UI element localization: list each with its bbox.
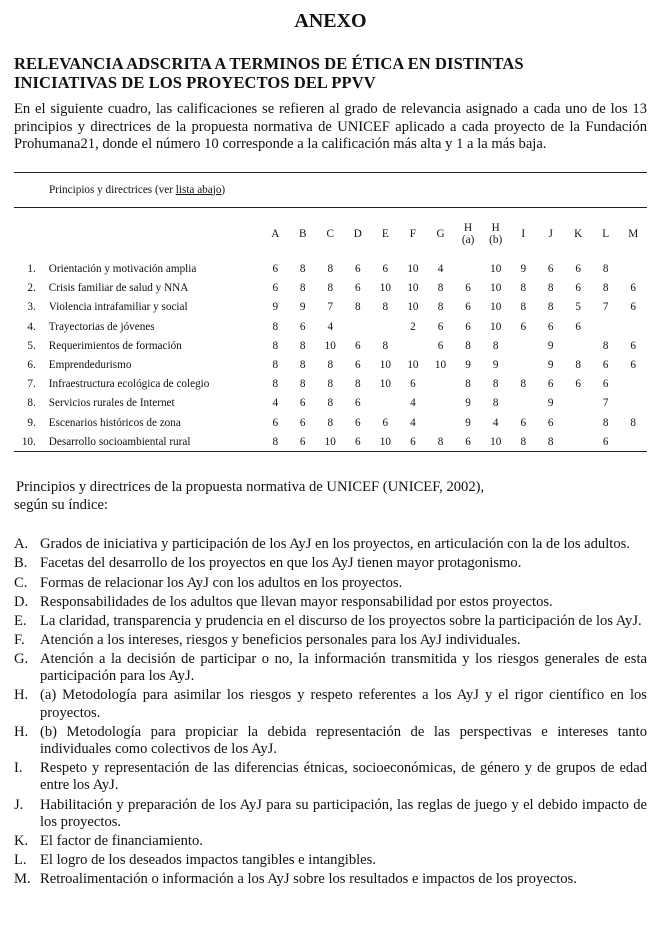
score-cell: 6 (355, 416, 361, 429)
project-name: Violencia intrafamiliar y social (48, 301, 188, 314)
score-cell: 10 (407, 263, 419, 276)
score-cell: 4 (272, 397, 279, 410)
score-cell: 7 (602, 301, 609, 314)
table-body (14, 260, 647, 452)
table-bottom-rule (14, 451, 647, 452)
principles-list (14, 536, 647, 888)
list-item (14, 687, 647, 722)
list-item-text: Retroalimentación o información a los AyJ sobre los resultados e impactos de los proyectos. (40, 871, 577, 888)
score-cell: 8 (327, 416, 334, 429)
score-cell: 10 (490, 435, 502, 448)
table-caption-suffix: ) (221, 183, 226, 196)
list-item-text: Atención a la decisión de participar o no, la información transmitida y los riesgos generales de esta participación para los AyJ. (40, 650, 647, 685)
column-header-letter: M (628, 227, 639, 240)
row-number: 10. (21, 435, 36, 448)
row-number: 1. (27, 263, 36, 276)
section-subtitle (14, 54, 647, 92)
table-caption (14, 173, 647, 207)
score-cell (427, 413, 455, 432)
column-header (372, 208, 400, 260)
list-item-letter: E. (14, 612, 27, 629)
score-cell: 8 (492, 397, 499, 410)
score-cell: 10 (490, 263, 502, 276)
score-cell: 6 (520, 416, 527, 429)
table-caption-prefix: Principios y directrices (ver (49, 183, 176, 196)
score-cell: 4 (437, 263, 444, 276)
score-cell: 8 (492, 378, 499, 391)
score-cell: 6 (630, 359, 636, 372)
column-header-letter: C (326, 227, 334, 240)
score-cell (564, 413, 592, 432)
project-name: Escenarios históricos de zona (48, 416, 181, 429)
score-cell: 9 (547, 397, 554, 410)
score-cell: 8 (355, 301, 361, 314)
column-header (482, 208, 510, 260)
column-header-letter: K (574, 227, 583, 240)
score-cell: 6 (520, 320, 527, 333)
list-item (14, 651, 647, 686)
column-header (510, 208, 537, 260)
score-cell: 8 (547, 301, 554, 314)
score-cell (592, 317, 619, 336)
score-cell: 8 (437, 301, 444, 314)
score-cell: 10 (407, 301, 419, 314)
score-cell: 8 (299, 359, 306, 372)
column-header-letter: J (548, 227, 553, 240)
score-cell: 10 (490, 301, 502, 314)
score-cell: 8 (382, 301, 389, 314)
column-header-letter: A (271, 227, 280, 240)
score-cell (564, 432, 592, 451)
score-cell: 8 (520, 435, 527, 448)
score-cell: 9 (547, 339, 554, 352)
list-item-text: Formas de relacionar los AyJ con los adultos en los proyectos. (40, 574, 403, 591)
score-cell: 6 (299, 435, 306, 448)
score-cell: 6 (382, 263, 389, 276)
score-cell: 6 (437, 320, 444, 333)
score-cell: 8 (437, 435, 444, 448)
list-item-text: Atención a los intereses, riesgos y beneficios personales para los AyJ individuales. (40, 631, 521, 648)
score-cell: 6 (602, 359, 609, 372)
score-cell (372, 317, 400, 336)
score-cell: 6 (299, 320, 306, 333)
list-item-letter: D. (14, 593, 29, 610)
score-cell: 7 (327, 301, 334, 314)
header-num-cell (14, 208, 36, 260)
score-cell: 8 (327, 397, 334, 410)
score-cell: 6 (465, 301, 471, 314)
project-name: Infraestructura ecológica de colegio (48, 378, 210, 391)
score-cell: 9 (299, 301, 306, 314)
score-cell: 6 (382, 416, 389, 429)
score-cell: 6 (602, 378, 609, 391)
score-cell: 2 (410, 320, 416, 333)
score-cell: 8 (437, 282, 444, 295)
column-header-letter: B (298, 227, 307, 240)
score-cell: 6 (547, 416, 554, 429)
score-cell (510, 394, 537, 413)
column-header-letter: F (409, 227, 417, 240)
score-cell: 6 (547, 320, 554, 333)
column-header (427, 208, 455, 260)
list-item-letter: K. (14, 832, 29, 849)
row-number: 6. (27, 359, 36, 372)
score-cell: 8 (299, 339, 306, 352)
score-cell: 6 (437, 339, 444, 352)
score-cell (564, 394, 592, 413)
list-item-text: Responsabilidades de los adultos que llevan mayor responsabilidad por estos proyectos. (40, 593, 553, 610)
header-name-cell (36, 208, 262, 260)
page-title: ANEXO (294, 10, 367, 32)
list-item-letter: C. (14, 574, 28, 591)
score-cell (427, 375, 455, 394)
score-cell: 6 (272, 282, 279, 295)
score-cell (619, 394, 647, 413)
table-row (14, 260, 647, 279)
score-cell: 8 (465, 378, 471, 391)
score-cell: 6 (602, 435, 609, 448)
column-header-letter: I (521, 227, 526, 240)
score-cell: 8 (382, 339, 389, 352)
score-cell: 9 (465, 397, 471, 410)
column-header (261, 208, 289, 260)
score-cell: 4 (410, 397, 416, 410)
score-cell: 8 (299, 263, 306, 276)
table-row (14, 336, 647, 355)
table-caption-link: lista abajo (175, 183, 222, 196)
table-row (14, 317, 647, 336)
column-header-sub: (b) (489, 233, 503, 246)
score-cell: 6 (630, 282, 636, 295)
score-cell: 6 (410, 378, 416, 391)
row-number: 8. (27, 397, 36, 410)
score-cell (619, 375, 647, 394)
score-cell: 10 (324, 435, 336, 448)
list-item-letter: H. (14, 723, 29, 740)
score-cell (372, 394, 400, 413)
column-header (454, 208, 482, 260)
project-name: Servicios rurales de Internet (48, 397, 175, 410)
score-cell: 6 (465, 435, 471, 448)
subtitle-line-2: INICIATIVAS DE LOS PROYECTOS DEL PPVV (14, 73, 376, 92)
column-header (316, 208, 344, 260)
row-number: 4. (27, 320, 36, 333)
score-cell: 10 (379, 282, 391, 295)
table-row (14, 413, 647, 432)
score-cell: 8 (327, 282, 334, 295)
intro-paragraph: En el siguiente cuadro, las calificaciones se refieren al grado de relevancia asignado a cada uno de los 13 principios y directrices de la propuesta normativa de UNICEF aplicado a cada proyecto de la Fundación Prohumana21, donde el número 10 corresponde a la calificación más alta y 1 a la más baja. (14, 101, 647, 152)
legend-title-line-1: Principios y directrices de la propuesta normativa de UNICEF (UNICEF, 2002), (16, 479, 485, 496)
table-row (14, 375, 647, 394)
list-item-letter: A. (14, 536, 29, 553)
list-item (14, 760, 647, 795)
score-cell (510, 355, 537, 374)
list-item-text: Grados de iniciativa y participación de los AyJ en los proyectos, en articulación con la de los adultos. (40, 536, 630, 553)
score-cell: 8 (465, 339, 471, 352)
column-header (399, 208, 427, 260)
score-cell: 9 (492, 359, 499, 372)
score-cell (399, 336, 427, 355)
score-cell: 8 (602, 263, 609, 276)
column-header (537, 208, 564, 260)
score-cell: 6 (299, 416, 306, 429)
score-cell: 8 (355, 378, 361, 391)
score-cell: 5 (575, 301, 581, 314)
table-header-row (14, 208, 647, 260)
score-cell: 6 (272, 416, 279, 429)
score-cell: 6 (630, 301, 636, 314)
score-cell: 8 (327, 378, 334, 391)
list-item (14, 797, 647, 832)
list-item-text: La claridad, transparencia y prudencia en el discurso de los proyectos sobre la participación de los AyJ. (40, 612, 642, 629)
score-cell: 7 (602, 397, 609, 410)
score-cell: 9 (465, 359, 471, 372)
column-header-letter: L (602, 227, 610, 240)
score-cell: 8 (547, 435, 554, 448)
list-item-text: (b) Metodología para propiciar la debida representación de las perspectivas e intereses tanto individuales como colectivos de los AyJ. (40, 723, 647, 758)
score-cell: 8 (272, 359, 279, 372)
score-cell (619, 432, 647, 451)
project-name: Orientación y motivación amplia (48, 263, 197, 276)
score-cell (427, 394, 455, 413)
score-cell: 8 (630, 416, 636, 429)
list-item-letter: J. (14, 796, 24, 813)
score-cell: 4 (410, 416, 416, 429)
score-cell: 10 (490, 282, 502, 295)
score-cell: 9 (272, 301, 279, 314)
score-cell: 8 (520, 282, 527, 295)
list-item-letter: L. (14, 851, 27, 868)
row-number: 3. (27, 301, 36, 314)
row-number: 9. (27, 416, 36, 429)
score-cell: 8 (492, 339, 499, 352)
score-cell (619, 260, 647, 279)
score-cell: 10 (379, 378, 391, 391)
list-item-letter: B. (14, 555, 28, 572)
list-item (14, 871, 647, 888)
column-header-sub: (a) (461, 233, 475, 246)
project-name: Trayectorias de jóvenes (48, 320, 155, 333)
table-row (14, 355, 647, 374)
score-cell: 10 (379, 435, 391, 448)
list-item-letter: I. (14, 760, 23, 777)
project-name: Desarrollo socioambiental rural (48, 435, 191, 448)
score-cell: 6 (355, 339, 361, 352)
score-cell: 8 (299, 282, 306, 295)
column-header-letter: E (381, 227, 389, 240)
list-item-letter: M. (14, 871, 31, 888)
score-cell: 6 (547, 263, 554, 276)
score-cell: 8 (547, 282, 554, 295)
project-name: Requerimientos de formación (48, 339, 182, 352)
score-cell: 6 (355, 435, 361, 448)
list-item-text: (a) Metodología para asimilar los riesgos y respeto referentes a los AyJ y el rigor científico en los proyectos. (40, 687, 647, 721)
list-item (14, 833, 647, 850)
legend-title-line-2: según su índice: (14, 497, 109, 514)
list-item (14, 613, 647, 630)
row-number: 7. (27, 378, 36, 391)
column-header-letter: H (464, 221, 473, 234)
list-item-text: Facetas del desarrollo de los proyectos en que los AyJ tienen mayor protagonismo. (40, 555, 522, 572)
list-item (14, 852, 647, 869)
document-page (14, 0, 647, 890)
score-cell: 8 (327, 359, 334, 372)
score-cell: 10 (379, 359, 391, 372)
table-row (14, 279, 647, 298)
score-cell: 6 (355, 359, 361, 372)
relevance-table (14, 208, 647, 452)
score-cell: 6 (575, 378, 581, 391)
score-cell (619, 317, 647, 336)
score-cell: 6 (465, 282, 471, 295)
score-cell: 4 (492, 416, 499, 429)
list-item (14, 555, 647, 572)
column-header (619, 208, 647, 260)
score-cell: 6 (355, 263, 361, 276)
score-cell: 10 (490, 320, 502, 333)
column-header-letter: G (436, 227, 445, 240)
score-cell (510, 336, 537, 355)
project-name: Emprendedurismo (48, 359, 132, 372)
list-item (14, 536, 647, 553)
project-name: Crisis familiar de salud y NNA (48, 282, 189, 295)
list-item-letter: F. (14, 631, 25, 648)
score-cell: 8 (575, 359, 581, 372)
subtitle-line-1: RELEVANCIA ADSCRITA A TERMINOS DE ÉTICA EN DISTINTAS (14, 54, 524, 73)
legend-title (14, 478, 647, 514)
score-cell: 8 (272, 435, 279, 448)
table-row (14, 298, 647, 317)
list-item-text: Habilitación y preparación de los AyJ para su participación, las reglas de juego y el debido impacto de los proyectos. (40, 796, 647, 830)
score-cell: 10 (407, 282, 419, 295)
score-cell (454, 260, 482, 279)
score-cell: 9 (547, 359, 554, 372)
list-item (14, 632, 647, 649)
column-header (592, 208, 619, 260)
score-cell: 8 (602, 339, 609, 352)
score-cell: 10 (324, 339, 336, 352)
column-header-letter: D (353, 227, 362, 240)
row-number: 5. (27, 339, 36, 352)
column-header (289, 208, 316, 260)
score-cell: 4 (327, 320, 334, 333)
score-cell (564, 336, 592, 355)
list-item-text: El logro de los deseados impactos tangibles e intangibles. (40, 851, 376, 868)
score-cell: 6 (299, 397, 306, 410)
row-number: 2. (27, 282, 36, 295)
list-item-letter: H. (14, 687, 29, 704)
list-item-letter: G. (14, 650, 29, 667)
column-header (564, 208, 592, 260)
list-item (14, 724, 647, 759)
list-item-text: Respeto y representación de las diferencias étnicas, socioeconómicas, de género y de grupos de edad entre los AyJ. (40, 760, 647, 794)
column-header (344, 208, 372, 260)
score-cell: 10 (407, 359, 419, 372)
score-cell: 9 (520, 263, 527, 276)
score-cell: 6 (410, 435, 416, 448)
score-cell: 6 (465, 320, 471, 333)
score-cell: 6 (272, 263, 279, 276)
score-cell: 8 (327, 263, 334, 276)
table-row (14, 432, 647, 451)
score-cell: 8 (272, 378, 279, 391)
score-cell: 6 (575, 263, 581, 276)
list-item (14, 575, 647, 592)
score-cell (344, 317, 372, 336)
score-cell: 8 (299, 378, 306, 391)
score-cell: 8 (602, 416, 609, 429)
score-cell: 6 (355, 397, 361, 410)
score-cell: 6 (575, 282, 581, 295)
score-cell: 8 (602, 282, 609, 295)
list-item-text: El factor de financiamiento. (40, 832, 203, 849)
column-header-letter: H (491, 221, 500, 234)
score-cell: 10 (434, 359, 447, 372)
score-cell: 6 (630, 339, 636, 352)
score-cell: 9 (465, 416, 471, 429)
score-cell: 8 (272, 339, 279, 352)
list-item (14, 594, 647, 611)
score-cell: 8 (520, 378, 527, 391)
score-cell: 8 (520, 301, 527, 314)
score-cell: 8 (272, 320, 279, 333)
table-row (14, 394, 647, 413)
score-cell: 6 (355, 282, 361, 295)
score-cell: 6 (547, 378, 554, 391)
score-cell: 6 (575, 320, 581, 333)
